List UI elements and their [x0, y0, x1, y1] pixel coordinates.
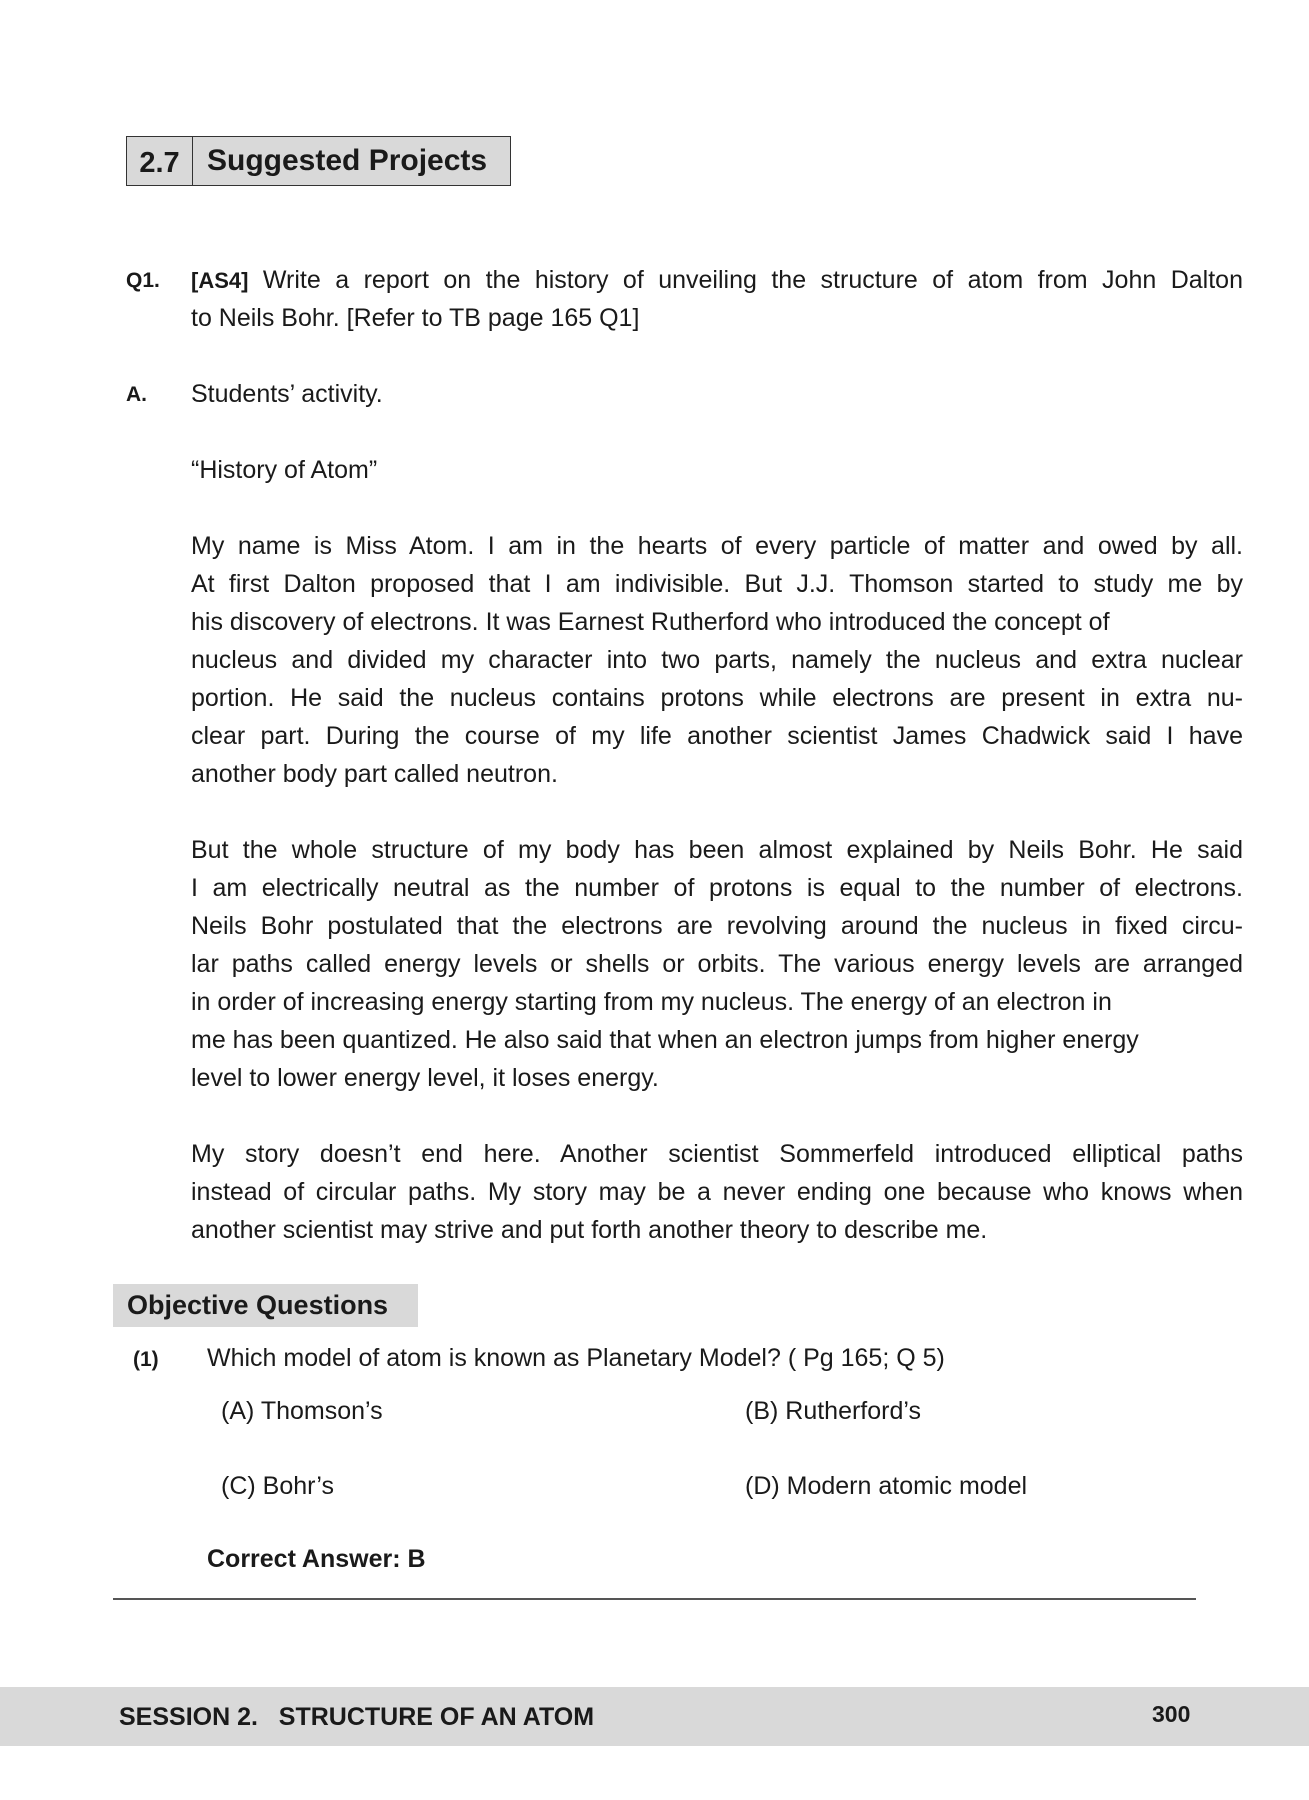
- option-c: (C) Bohr’s: [221, 1472, 334, 1500]
- para1-line: clear part. During the course of my life another scientist James Chadwick said I have: [191, 722, 1243, 750]
- q1-tag: [AS4]: [191, 268, 249, 293]
- answer-intro: Students’ activity.: [191, 380, 383, 408]
- q1-line: [126, 261, 1243, 299]
- question-number: (1): [133, 1348, 159, 1371]
- option-b: (B) Rutherford’s: [745, 1397, 921, 1425]
- footer-session: SESSION 2. STRUCTURE OF AN ATOM: [119, 1703, 595, 1731]
- para1-line: his discovery of electrons. It was Earnest Rutherford who introduced the concept of: [191, 608, 1110, 636]
- story-title: “History of Atom”: [191, 456, 378, 484]
- question-text: Which model of atom is known as Planetary Model? ( Pg 165; Q 5): [207, 1344, 945, 1372]
- para2-line: me has been quantized. He also said that when an electron jumps from higher energy: [191, 1026, 1139, 1054]
- para1-line: At first Dalton proposed that I am indivisible. But J.J. Thomson started to study me by: [191, 570, 1243, 598]
- para3-line: My story doesn’t end here. Another scientist Sommerfeld introduced elliptical paths: [191, 1140, 1243, 1168]
- para2-line: Neils Bohr postulated that the electrons are revolving around the nucleus in fixed circu-: [191, 912, 1243, 940]
- para2-line: lar paths called energy levels or shells or orbits. The various energy levels are arranged: [191, 950, 1243, 978]
- para2-line: But the whole structure of my body has been almost explained by Neils Bohr. He said: [191, 836, 1243, 864]
- q1-text: Write a report on the history of unveiling the structure of atom from John Dalton: [248, 266, 1243, 294]
- divider: [113, 1598, 1196, 1600]
- para2-line: I am electrically neutral as the number of protons is equal to the number of electrons.: [191, 874, 1243, 902]
- correct-answer: Correct Answer: B: [207, 1545, 426, 1573]
- project-question-block: [126, 261, 1243, 1249]
- para1-line: nucleus and divided my character into two parts, namely the nucleus and extra nuclear: [191, 646, 1243, 674]
- page-footer: [0, 1687, 1309, 1746]
- answer-label: A.: [126, 383, 147, 406]
- q1-text-cont: to Neils Bohr. [Refer to TB page 165 Q1]: [191, 304, 640, 332]
- section-heading: [126, 136, 511, 186]
- para2-line: in order of increasing energy starting from my nucleus. The energy of an electron in: [191, 988, 1112, 1016]
- objective-questions-heading: Objective Questions: [113, 1284, 418, 1327]
- para1-line: My name is Miss Atom. I am in the hearts of every particle of matter and owed by all.: [191, 532, 1243, 560]
- para3-line: instead of circular paths. My story may be a never ending one because who knows when: [191, 1178, 1243, 1206]
- para1-line: another body part called neutron.: [191, 760, 558, 788]
- q1-label: Q1.: [126, 269, 160, 292]
- option-a: (A) Thomson’s: [221, 1397, 383, 1425]
- para1-line: portion. He said the nucleus contains protons while electrons are present in extra nu-: [191, 684, 1243, 712]
- section-number: 2.7: [127, 137, 193, 185]
- section-title: Suggested Projects: [207, 144, 488, 177]
- para3-line: another scientist may strive and put forth another theory to describe me.: [191, 1216, 988, 1244]
- option-d: (D) Modern atomic model: [745, 1472, 1028, 1500]
- page-number: 300: [1152, 1701, 1191, 1727]
- para2-line: level to lower energy level, it loses energy.: [191, 1064, 659, 1092]
